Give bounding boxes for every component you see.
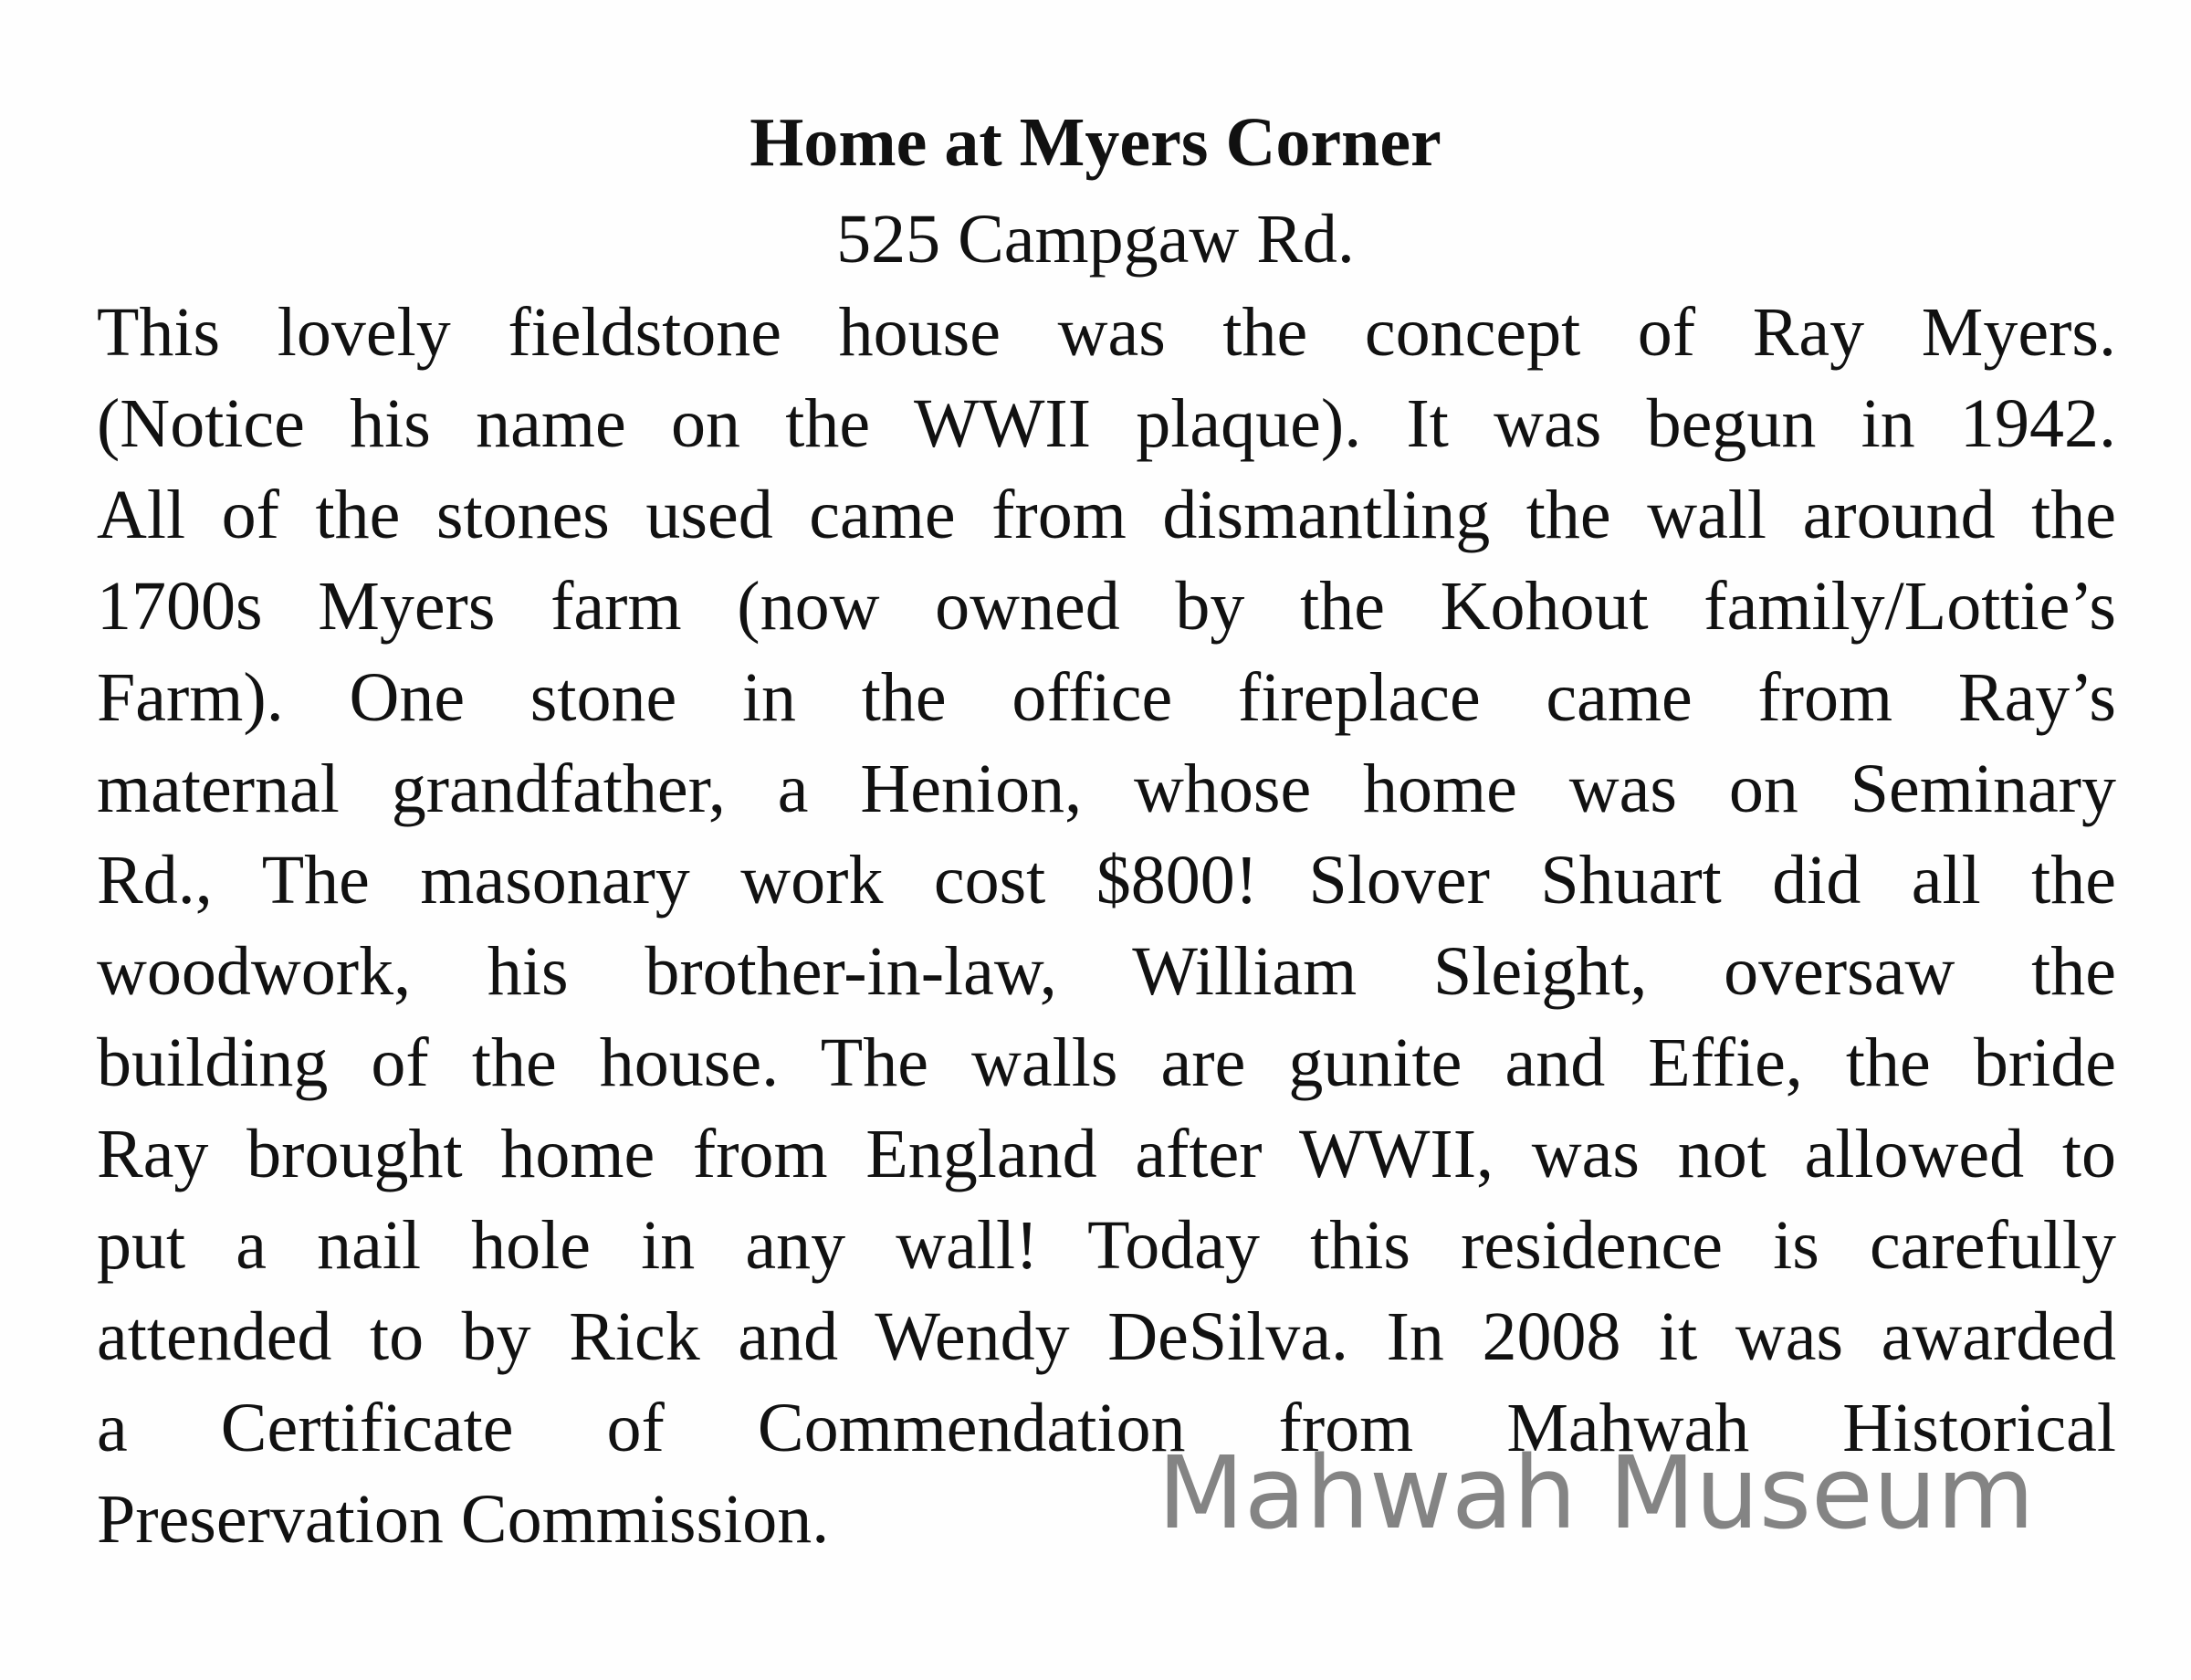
body-line: woodwork, his brother-in-law, William Sleight, oversaw the	[97, 933, 2116, 1010]
body-line: Rd., The masonary work cost $800! Slover Shuart did all the	[97, 842, 2116, 919]
document-address: 525 Campgaw Rd.	[836, 201, 1355, 278]
watermark-text: Mahwah Museum	[1158, 1434, 2035, 1551]
document-body	[97, 287, 2116, 1565]
body-line: 1700s Myers farm (now owned by the Kohout family/Lottie’s	[97, 568, 2116, 645]
body-line: This lovely fieldstone house was the concept of Ray Myers.	[97, 294, 2116, 371]
document-title: Home at Myers Corner	[750, 104, 1441, 181]
body-line-last: Preservation Commission.	[97, 1481, 830, 1558]
body-line: All of the stones used came from dismantling the wall around the	[97, 477, 2116, 553]
body-line: Ray brought home from England after WWII, was not allowed to	[97, 1116, 2116, 1192]
body-line: (Notice his name on the WWII plaque). It was begun in 1942.	[97, 385, 2116, 462]
body-line: put a nail hole in any wall! Today this residence is carefully	[97, 1207, 2116, 1284]
body-line: a Certificate of Commendation from Mahwah Historical	[97, 1390, 2116, 1466]
body-line: building of the house. The walls are gunite and Effie, the bride	[97, 1024, 2116, 1101]
body-line: maternal grandfather, a Henion, whose home was on Seminary	[97, 751, 2116, 827]
body-line: attended to by Rick and Wendy DeSilva. In 2008 it was awarded	[97, 1298, 2116, 1375]
body-line: Farm). One stone in the office fireplace came from Ray’s	[97, 659, 2116, 736]
